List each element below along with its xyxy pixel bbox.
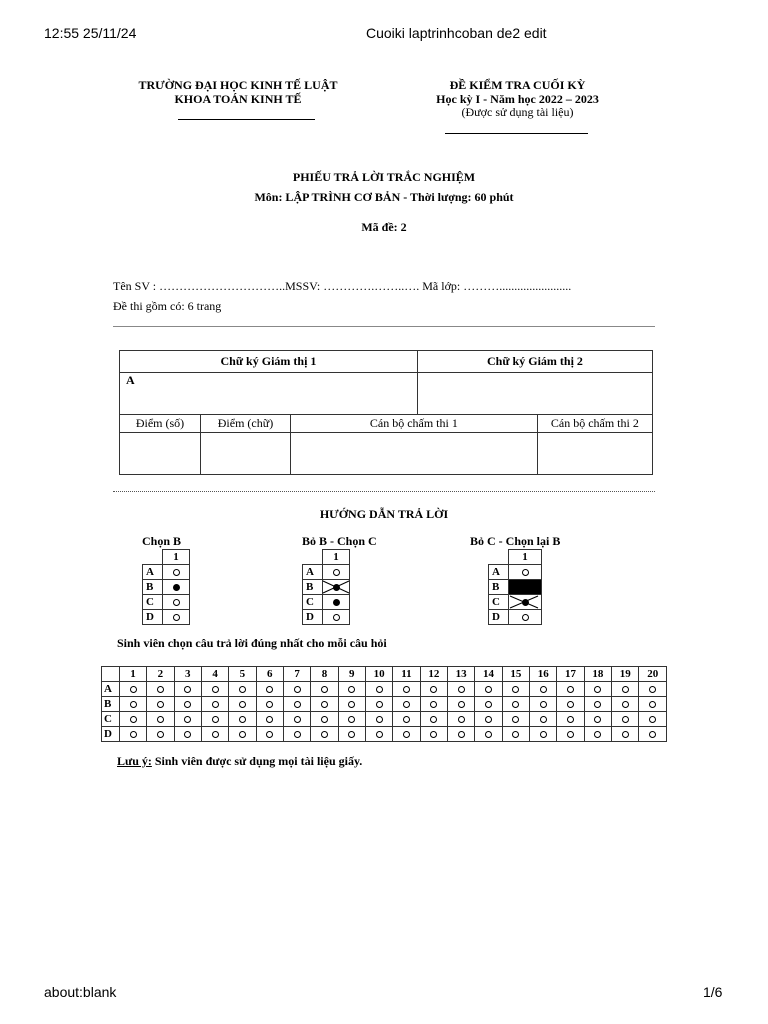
answer-cell[interactable] bbox=[502, 712, 529, 727]
bubble-empty-icon[interactable] bbox=[321, 731, 328, 738]
bubble-empty-icon bbox=[173, 599, 180, 606]
answer-cell[interactable] bbox=[557, 697, 584, 712]
answer-row bbox=[102, 712, 667, 727]
example2-option-b: B bbox=[303, 580, 323, 595]
answer-cell[interactable] bbox=[639, 727, 667, 742]
answer-cell[interactable] bbox=[612, 682, 639, 697]
question-number: 10 bbox=[365, 667, 392, 682]
answer-cell[interactable] bbox=[448, 682, 475, 697]
note-text: Sinh viên được sử dụng mọi tài liệu giấy. bbox=[151, 754, 363, 768]
answer-cell[interactable] bbox=[119, 727, 146, 742]
example1-table bbox=[142, 549, 190, 625]
bubble-empty-icon[interactable] bbox=[512, 701, 519, 708]
answer-cell[interactable] bbox=[147, 682, 174, 697]
bubble-empty-icon[interactable] bbox=[239, 686, 246, 693]
answer-cell[interactable] bbox=[256, 682, 283, 697]
answer-cell[interactable] bbox=[475, 727, 502, 742]
print-timestamp: 12:55 25/11/24 bbox=[44, 25, 137, 41]
example3-option-a: A bbox=[489, 565, 509, 580]
bubble-empty-icon[interactable] bbox=[567, 731, 574, 738]
bubble-empty-icon[interactable] bbox=[266, 716, 273, 723]
bubble-empty-icon[interactable] bbox=[321, 716, 328, 723]
bubble-empty-icon[interactable] bbox=[376, 716, 383, 723]
answer-cell[interactable] bbox=[420, 727, 447, 742]
bubble-empty-icon[interactable] bbox=[430, 686, 437, 693]
bubble-empty-icon[interactable] bbox=[184, 716, 191, 723]
bubble-empty-icon[interactable] bbox=[512, 731, 519, 738]
answer-cell[interactable] bbox=[119, 697, 146, 712]
answer-cell[interactable] bbox=[420, 682, 447, 697]
question-number: 20 bbox=[639, 667, 667, 682]
bubble-empty-icon bbox=[333, 569, 340, 576]
example1-option-a: A bbox=[143, 565, 163, 580]
answer-cell[interactable] bbox=[229, 682, 256, 697]
answer-cell[interactable] bbox=[475, 682, 502, 697]
question-number: 16 bbox=[530, 667, 557, 682]
answer-cell[interactable] bbox=[584, 727, 611, 742]
bubble-empty-icon[interactable] bbox=[184, 686, 191, 693]
bubble-empty-icon[interactable] bbox=[540, 731, 547, 738]
bubble-empty-icon[interactable] bbox=[212, 701, 219, 708]
bubble-empty-icon[interactable] bbox=[594, 716, 601, 723]
question-number: 15 bbox=[502, 667, 529, 682]
bubble-empty-icon[interactable] bbox=[622, 731, 629, 738]
answer-row bbox=[102, 727, 667, 742]
bubble-empty-icon[interactable] bbox=[458, 716, 465, 723]
example2-option-d: D bbox=[303, 610, 323, 625]
bubble-empty-icon[interactable] bbox=[348, 731, 355, 738]
answer-cell[interactable] bbox=[557, 682, 584, 697]
question-number: 9 bbox=[338, 667, 365, 682]
answer-cell[interactable] bbox=[283, 712, 310, 727]
bubble-empty-icon[interactable] bbox=[458, 731, 465, 738]
bubble-empty-icon[interactable] bbox=[458, 686, 465, 693]
bubble-empty-icon[interactable] bbox=[567, 701, 574, 708]
bubble-empty-icon bbox=[522, 569, 529, 576]
answer-cell[interactable] bbox=[256, 712, 283, 727]
bubble-empty-icon[interactable] bbox=[376, 731, 383, 738]
answer-cell[interactable] bbox=[229, 697, 256, 712]
answer-cell[interactable] bbox=[420, 697, 447, 712]
bubble-empty-icon[interactable] bbox=[430, 731, 437, 738]
bubble-empty-icon[interactable] bbox=[376, 686, 383, 693]
answer-cell[interactable] bbox=[311, 682, 338, 697]
answer-cell[interactable] bbox=[502, 727, 529, 742]
bubble-empty-icon[interactable] bbox=[403, 686, 410, 693]
bubble-empty-icon[interactable] bbox=[649, 731, 656, 738]
bubble-empty-icon[interactable] bbox=[376, 701, 383, 708]
answer-cell[interactable] bbox=[393, 682, 420, 697]
bubble-empty-icon[interactable] bbox=[294, 686, 301, 693]
bubble-empty-icon[interactable] bbox=[649, 716, 656, 723]
answer-cell[interactable] bbox=[201, 712, 228, 727]
answer-cell[interactable] bbox=[174, 712, 201, 727]
bubble-empty-icon[interactable] bbox=[512, 716, 519, 723]
bubble-empty-icon[interactable] bbox=[403, 701, 410, 708]
answer-cell[interactable] bbox=[584, 697, 611, 712]
answer-cell[interactable] bbox=[201, 682, 228, 697]
bubble-empty-icon[interactable] bbox=[540, 716, 547, 723]
student-info-line: Tên SV : …………………………..MSSV: ………….……..…. Mã lớp: ………........................ bbox=[113, 279, 572, 293]
question-number: 7 bbox=[283, 667, 310, 682]
bubble-empty-icon[interactable] bbox=[594, 701, 601, 708]
school-underline bbox=[178, 119, 315, 120]
exam-title: ĐỀ KIỂM TRA CUỐI KỲ bbox=[449, 78, 586, 92]
example3-option-b: B bbox=[489, 580, 509, 595]
score-number-box bbox=[120, 433, 201, 475]
pages-line: Đề thi gồm có: 6 trang bbox=[113, 299, 222, 313]
example1-title: Chọn B bbox=[142, 534, 182, 548]
answer-cell[interactable] bbox=[530, 712, 557, 727]
exam-underline bbox=[445, 133, 588, 134]
sheet-title: PHIẾU TRẢ LỜI TRẮC NGHIỆM bbox=[292, 170, 476, 184]
bubble-empty-icon[interactable] bbox=[403, 731, 410, 738]
bubble-empty-icon[interactable] bbox=[239, 731, 246, 738]
bubble-empty-icon[interactable] bbox=[184, 701, 191, 708]
example1-option-b: B bbox=[143, 580, 163, 595]
answer-cell[interactable] bbox=[420, 712, 447, 727]
example3-col-number: 1 bbox=[509, 550, 542, 565]
answer-cell[interactable] bbox=[365, 682, 392, 697]
answer-cell[interactable] bbox=[338, 727, 365, 742]
question-number: 17 bbox=[557, 667, 584, 682]
answer-cell[interactable] bbox=[147, 712, 174, 727]
question-number: 13 bbox=[448, 667, 475, 682]
example3-option-d: D bbox=[489, 610, 509, 625]
example2-title: Bỏ B - Chọn C bbox=[302, 534, 377, 548]
answer-cell[interactable] bbox=[201, 697, 228, 712]
answer-row bbox=[102, 697, 667, 712]
bubble-empty-icon[interactable] bbox=[622, 701, 629, 708]
bubble-empty-icon[interactable] bbox=[485, 731, 492, 738]
proctor2-signature-box bbox=[417, 373, 652, 415]
bubble-empty-icon[interactable] bbox=[184, 731, 191, 738]
example3-title: Bỏ C - Chọn lại B bbox=[470, 534, 561, 548]
bubble-empty-icon[interactable] bbox=[157, 701, 164, 708]
answer-cell[interactable] bbox=[365, 727, 392, 742]
select-note: Sinh viên chọn câu trả lời đúng nhất cho mỗi câu hỏi bbox=[117, 636, 387, 650]
note bbox=[117, 754, 362, 769]
bubble-empty-icon[interactable] bbox=[649, 701, 656, 708]
semester: Học kỳ I - Năm học 2022 – 2023 bbox=[436, 92, 599, 106]
answer-cell[interactable] bbox=[448, 697, 475, 712]
answer-cell[interactable] bbox=[174, 727, 201, 742]
subject-line: Môn: LẬP TRÌNH CƠ BẢN - Thời lượng: 60 phút bbox=[254, 190, 514, 204]
question-number: 6 bbox=[256, 667, 283, 682]
grader1-header: Cán bộ chấm thi 1 bbox=[291, 415, 538, 433]
bubble-empty-icon[interactable] bbox=[594, 686, 601, 693]
example2-option-a: A bbox=[303, 565, 323, 580]
bubble-empty-icon[interactable] bbox=[485, 701, 492, 708]
answer-cell[interactable] bbox=[256, 727, 283, 742]
answer-row-label: D bbox=[102, 727, 120, 742]
answer-row bbox=[102, 682, 667, 697]
answer-cell[interactable] bbox=[229, 727, 256, 742]
note-label: Lưu ý: bbox=[117, 754, 152, 768]
bubble-filled-icon bbox=[333, 599, 340, 606]
answer-cell[interactable] bbox=[119, 712, 146, 727]
question-number: 11 bbox=[393, 667, 420, 682]
score-words-box bbox=[201, 433, 291, 475]
answer-cell[interactable] bbox=[256, 697, 283, 712]
faculty-name: KHOA TOÁN KINH TẾ bbox=[174, 92, 302, 106]
question-number: 5 bbox=[229, 667, 256, 682]
bubble-empty-icon bbox=[333, 614, 340, 621]
answer-cell[interactable] bbox=[475, 697, 502, 712]
score-number-header: Điểm (số) bbox=[120, 415, 201, 433]
answer-cell[interactable] bbox=[475, 712, 502, 727]
answer-cell[interactable] bbox=[311, 712, 338, 727]
example1-option-d: D bbox=[143, 610, 163, 625]
bubble-empty-icon[interactable] bbox=[540, 701, 547, 708]
answer-cell[interactable] bbox=[557, 727, 584, 742]
answer-cell[interactable] bbox=[365, 697, 392, 712]
bubble-empty-icon[interactable] bbox=[157, 686, 164, 693]
answer-cell[interactable] bbox=[283, 727, 310, 742]
grader1-box bbox=[291, 433, 538, 475]
print-url: about:blank bbox=[44, 984, 117, 1000]
example1-option-c: C bbox=[143, 595, 163, 610]
proctor1-signature-box: A bbox=[120, 373, 418, 415]
answer-cell[interactable] bbox=[639, 682, 667, 697]
bubble-empty-icon[interactable] bbox=[130, 686, 137, 693]
answer-cell[interactable] bbox=[365, 712, 392, 727]
example3-option-c: C bbox=[489, 595, 509, 610]
bubble-empty-icon[interactable] bbox=[239, 716, 246, 723]
answer-cell[interactable] bbox=[393, 712, 420, 727]
question-number: 19 bbox=[612, 667, 639, 682]
bubble-empty-icon[interactable] bbox=[348, 701, 355, 708]
dotted-separator bbox=[113, 491, 655, 492]
bubble-empty-icon[interactable] bbox=[567, 716, 574, 723]
answer-cell[interactable] bbox=[147, 727, 174, 742]
answer-cell[interactable] bbox=[283, 697, 310, 712]
bubble-blackened-icon bbox=[509, 580, 542, 595]
bubble-empty-icon bbox=[522, 614, 529, 621]
example2-col-number: 1 bbox=[323, 550, 350, 565]
bubble-empty-icon[interactable] bbox=[266, 701, 273, 708]
answer-cell[interactable] bbox=[612, 712, 639, 727]
answer-cell[interactable] bbox=[174, 697, 201, 712]
bubble-empty-icon[interactable] bbox=[567, 686, 574, 693]
answer-row-label: C bbox=[102, 712, 120, 727]
bubble-empty-icon[interactable] bbox=[430, 716, 437, 723]
answer-cell[interactable] bbox=[201, 727, 228, 742]
answer-cell[interactable] bbox=[584, 682, 611, 697]
answer-cell[interactable] bbox=[229, 712, 256, 727]
bubble-empty-icon[interactable] bbox=[130, 716, 137, 723]
answer-grid bbox=[101, 666, 667, 742]
separator-line bbox=[113, 326, 655, 327]
bubble-empty-icon[interactable] bbox=[266, 731, 273, 738]
bubble-empty-icon[interactable] bbox=[157, 716, 164, 723]
answer-cell[interactable] bbox=[448, 727, 475, 742]
print-page-indicator: 1/6 bbox=[703, 984, 723, 1000]
question-number: 4 bbox=[201, 667, 228, 682]
bubble-empty-icon[interactable] bbox=[321, 701, 328, 708]
answer-cell[interactable] bbox=[338, 697, 365, 712]
example2-option-c: C bbox=[303, 595, 323, 610]
answer-cell[interactable] bbox=[612, 727, 639, 742]
bubble-empty-icon[interactable] bbox=[212, 731, 219, 738]
bubble-empty-icon bbox=[173, 569, 180, 576]
answer-cell[interactable] bbox=[639, 712, 667, 727]
print-document-title: Cuoiki laptrinhcoban de2 edit bbox=[366, 25, 547, 41]
school-name: TRƯỜNG ĐẠI HỌC KINH TẾ LUẬT bbox=[138, 78, 338, 92]
answer-cell[interactable] bbox=[338, 712, 365, 727]
bubble-empty-icon[interactable] bbox=[540, 686, 547, 693]
answer-row-label: B bbox=[102, 697, 120, 712]
cross-out-icon bbox=[508, 595, 540, 609]
answer-cell[interactable] bbox=[174, 682, 201, 697]
answer-cell[interactable] bbox=[448, 712, 475, 727]
bubble-empty-icon[interactable] bbox=[157, 731, 164, 738]
bubble-filled-icon bbox=[173, 584, 180, 591]
answer-cell[interactable] bbox=[119, 682, 146, 697]
grader2-box bbox=[537, 433, 652, 475]
answer-cell[interactable] bbox=[530, 727, 557, 742]
grader2-header: Cán bộ chấm thi 2 bbox=[537, 415, 652, 433]
bubble-empty-icon[interactable] bbox=[130, 731, 137, 738]
proctor1-header: Chữ ký Giám thị 1 bbox=[120, 351, 418, 373]
answer-cell[interactable] bbox=[393, 697, 420, 712]
signature-table bbox=[119, 350, 653, 475]
bubble-empty-icon[interactable] bbox=[321, 686, 328, 693]
answer-cell[interactable] bbox=[147, 697, 174, 712]
answer-cell[interactable] bbox=[584, 712, 611, 727]
bubble-empty-icon[interactable] bbox=[649, 686, 656, 693]
answer-cell[interactable] bbox=[311, 697, 338, 712]
bubble-empty-icon[interactable] bbox=[512, 686, 519, 693]
bubble-empty-icon[interactable] bbox=[212, 716, 219, 723]
answer-cell[interactable] bbox=[639, 697, 667, 712]
answer-cell[interactable] bbox=[557, 712, 584, 727]
cross-out-icon bbox=[321, 580, 351, 594]
answer-cell[interactable] bbox=[502, 697, 529, 712]
bubble-empty-icon[interactable] bbox=[294, 731, 301, 738]
bubble-empty-icon[interactable] bbox=[294, 716, 301, 723]
bubble-empty-icon[interactable] bbox=[348, 716, 355, 723]
example2-table bbox=[302, 549, 350, 625]
proctor2-header: Chữ ký Giám thị 2 bbox=[417, 351, 652, 373]
answer-cell[interactable] bbox=[393, 727, 420, 742]
bubble-empty-icon[interactable] bbox=[266, 686, 273, 693]
instructions-title: HƯỚNG DẪN TRẢ LỜI bbox=[319, 507, 449, 521]
materials-note: (Được sử dụng tài liệu) bbox=[461, 105, 574, 119]
bubble-empty-icon[interactable] bbox=[403, 716, 410, 723]
question-number: 14 bbox=[475, 667, 502, 682]
answer-cell[interactable] bbox=[530, 697, 557, 712]
answer-cell[interactable] bbox=[612, 697, 639, 712]
question-number: 12 bbox=[420, 667, 447, 682]
question-number: 3 bbox=[174, 667, 201, 682]
answer-cell[interactable] bbox=[283, 682, 310, 697]
bubble-empty-icon[interactable] bbox=[594, 731, 601, 738]
bubble-empty-icon[interactable] bbox=[348, 686, 355, 693]
answer-cell[interactable] bbox=[338, 682, 365, 697]
exam-code: Mã đề: 2 bbox=[361, 220, 407, 234]
bubble-empty-icon[interactable] bbox=[294, 701, 301, 708]
bubble-empty-icon[interactable] bbox=[430, 701, 437, 708]
question-number: 2 bbox=[147, 667, 174, 682]
answer-cell[interactable] bbox=[311, 727, 338, 742]
bubble-empty-icon[interactable] bbox=[622, 686, 629, 693]
bubble-empty-icon[interactable] bbox=[622, 716, 629, 723]
example1-col-number: 1 bbox=[163, 550, 190, 565]
question-number: 1 bbox=[119, 667, 146, 682]
score-words-header: Điểm (chữ) bbox=[201, 415, 291, 433]
answer-cell[interactable] bbox=[502, 682, 529, 697]
answer-row-label: A bbox=[102, 682, 120, 697]
bubble-empty-icon[interactable] bbox=[458, 701, 465, 708]
bubble-empty-icon[interactable] bbox=[485, 686, 492, 693]
bubble-empty-icon[interactable] bbox=[130, 701, 137, 708]
bubble-empty-icon[interactable] bbox=[485, 716, 492, 723]
question-number: 18 bbox=[584, 667, 611, 682]
bubble-empty-icon bbox=[173, 614, 180, 621]
question-number: 8 bbox=[311, 667, 338, 682]
bubble-empty-icon[interactable] bbox=[212, 686, 219, 693]
example3-table bbox=[488, 549, 542, 625]
answer-cell[interactable] bbox=[530, 682, 557, 697]
grid-corner bbox=[102, 667, 120, 682]
bubble-empty-icon[interactable] bbox=[239, 701, 246, 708]
